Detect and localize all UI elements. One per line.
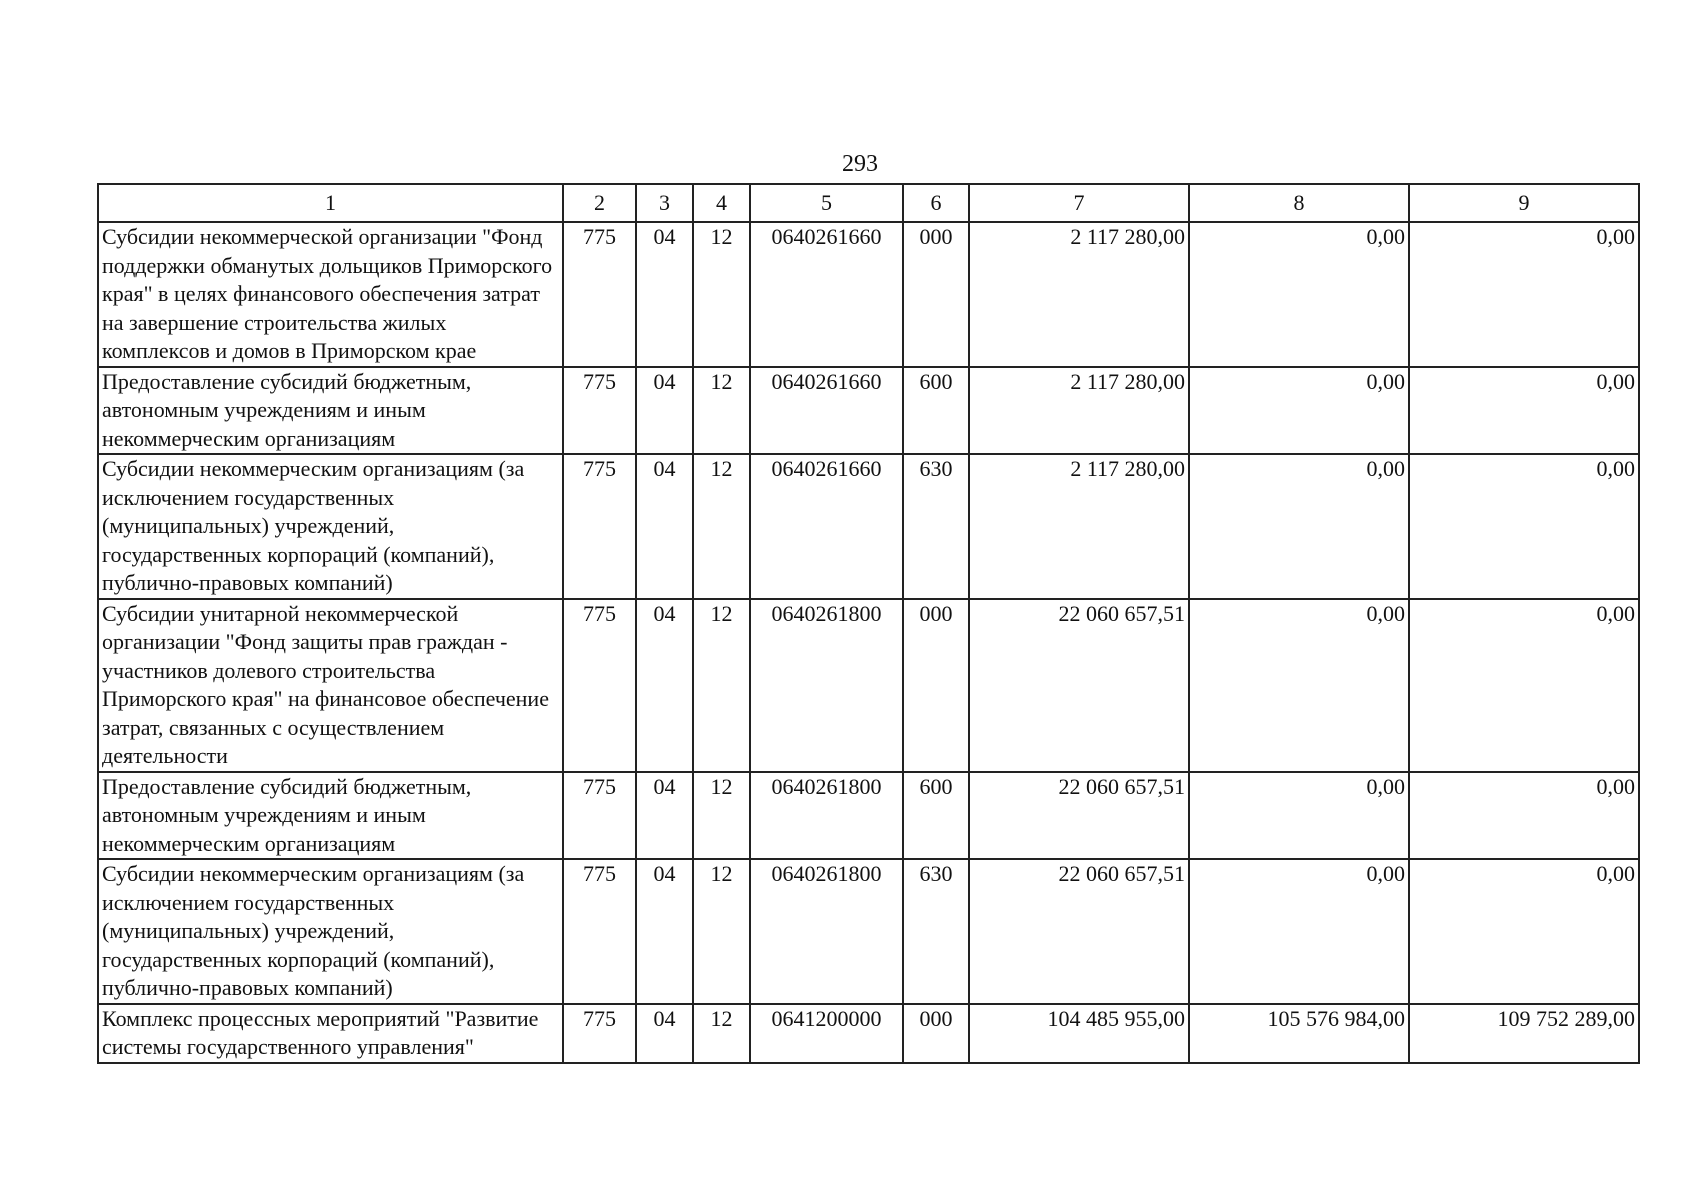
table-row [98, 599, 1639, 772]
table-row [98, 367, 1639, 455]
table-row [98, 859, 1639, 1004]
target-article-code: 0640261660 [750, 222, 903, 367]
amount-col-7: 22 060 657,51 [969, 859, 1189, 1004]
column-header: 6 [903, 184, 969, 222]
amount-col-9: 0,00 [1409, 454, 1639, 599]
ministry-code: 775 [563, 454, 636, 599]
section-code: 04 [636, 454, 693, 599]
subsection-code: 12 [693, 222, 750, 367]
amount-col-8: 0,00 [1189, 772, 1409, 860]
column-header: 5 [750, 184, 903, 222]
expense-type-code: 630 [903, 454, 969, 599]
section-code: 04 [636, 1004, 693, 1063]
column-header: 9 [1409, 184, 1639, 222]
amount-col-9: 0,00 [1409, 859, 1639, 1004]
section-code: 04 [636, 367, 693, 455]
amount-col-8: 0,00 [1189, 859, 1409, 1004]
section-code: 04 [636, 772, 693, 860]
table-row [98, 454, 1639, 599]
amount-col-9: 0,00 [1409, 599, 1639, 772]
amount-col-8: 0,00 [1189, 367, 1409, 455]
amount-col-7: 104 485 955,00 [969, 1004, 1189, 1063]
column-header: 1 [98, 184, 563, 222]
section-code: 04 [636, 222, 693, 367]
subsection-code: 12 [693, 1004, 750, 1063]
expense-type-code: 630 [903, 859, 969, 1004]
expense-type-code: 000 [903, 222, 969, 367]
expense-type-code: 600 [903, 367, 969, 455]
table-row [98, 772, 1639, 860]
target-article-code: 0640261800 [750, 599, 903, 772]
column-header: 4 [693, 184, 750, 222]
subsection-code: 12 [693, 859, 750, 1004]
amount-col-8: 105 576 984,00 [1189, 1004, 1409, 1063]
page-number: 293 [842, 151, 878, 177]
row-name: Субсидии некоммерческой организации "Фонд поддержки обманутых дольщиков Приморского края" в целях финансового обеспечения затрат на завершение строительства жилых комплексов и домов в Приморском крае [98, 222, 563, 367]
subsection-code: 12 [693, 454, 750, 599]
subsection-code: 12 [693, 599, 750, 772]
section-code: 04 [636, 599, 693, 772]
ministry-code: 775 [563, 367, 636, 455]
subsection-code: 12 [693, 367, 750, 455]
amount-col-7: 22 060 657,51 [969, 599, 1189, 772]
row-name: Предоставление субсидий бюджетным, автономным учреждениям и иным некоммерческим организациям [98, 367, 563, 455]
target-article-code: 0640261660 [750, 367, 903, 455]
row-name: Комплекс процессных мероприятий "Развитие системы государственного управления" [98, 1004, 563, 1063]
expense-type-code: 600 [903, 772, 969, 860]
amount-col-7: 2 117 280,00 [969, 367, 1189, 455]
amount-col-9: 109 752 289,00 [1409, 1004, 1639, 1063]
amount-col-9: 0,00 [1409, 367, 1639, 455]
amount-col-9: 0,00 [1409, 772, 1639, 860]
amount-col-8: 0,00 [1189, 599, 1409, 772]
amount-col-8: 0,00 [1189, 454, 1409, 599]
ministry-code: 775 [563, 222, 636, 367]
header-row [98, 184, 1639, 222]
section-code: 04 [636, 859, 693, 1004]
row-name: Предоставление субсидий бюджетным, автономным учреждениям и иным некоммерческим организациям [98, 772, 563, 860]
expense-type-code: 000 [903, 599, 969, 772]
ministry-code: 775 [563, 599, 636, 772]
column-header: 7 [969, 184, 1189, 222]
ministry-code: 775 [563, 772, 636, 860]
budget-table [97, 183, 1640, 1064]
subsection-code: 12 [693, 772, 750, 860]
row-name: Субсидии унитарной некоммерческой организации "Фонд защиты прав граждан - участников долевого строительства Приморского края" на финансовое обеспечение затрат, связанных с осуществлением деятельности [98, 599, 563, 772]
amount-col-9: 0,00 [1409, 222, 1639, 367]
column-header: 8 [1189, 184, 1409, 222]
table-row [98, 1004, 1639, 1063]
expense-type-code: 000 [903, 1004, 969, 1063]
row-name: Субсидии некоммерческим организациям (за исключением государственных (муниципальных) учреждений, государственных корпораций (компаний), публично-правовых компаний) [98, 454, 563, 599]
ministry-code: 775 [563, 859, 636, 1004]
row-name: Субсидии некоммерческим организациям (за исключением государственных (муниципальных) учреждений, государственных корпораций (компаний), публично-правовых компаний) [98, 859, 563, 1004]
ministry-code: 775 [563, 1004, 636, 1063]
target-article-code: 0640261660 [750, 454, 903, 599]
column-header: 3 [636, 184, 693, 222]
target-article-code: 0640261800 [750, 772, 903, 860]
amount-col-7: 2 117 280,00 [969, 222, 1189, 367]
amount-col-7: 22 060 657,51 [969, 772, 1189, 860]
amount-col-7: 2 117 280,00 [969, 454, 1189, 599]
target-article-code: 0641200000 [750, 1004, 903, 1063]
table-row [98, 222, 1639, 367]
target-article-code: 0640261800 [750, 859, 903, 1004]
amount-col-8: 0,00 [1189, 222, 1409, 367]
column-header: 2 [563, 184, 636, 222]
